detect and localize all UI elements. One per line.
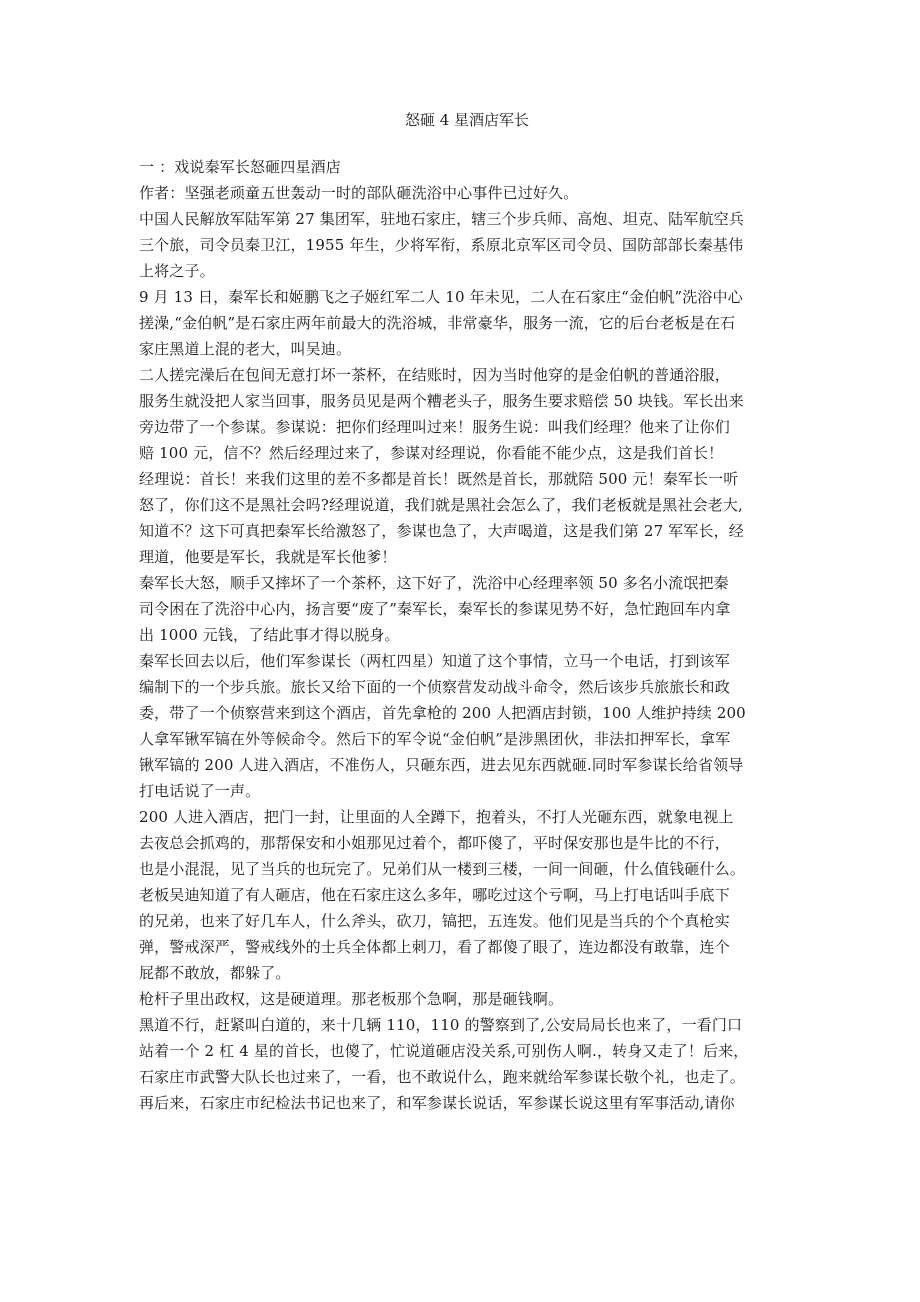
text-line: 经理说：首长！来我们这里的差不多都是首长！既然是首长，那就陪 500 元！秦军长一听 (139, 470, 739, 488)
text-line: 石家庄市武警大队长也过来了，一看，也不敢说什么，跑来就给军参谋长敬个礼，也走了。 (139, 1068, 746, 1086)
text-line: 秦军长回去以后，他们军参谋长（两杠四星）知道了这个事情，立马一个电话，打到该军 (139, 652, 730, 670)
document-page (139, 110, 787, 1116)
text-line: 打电话说了一声。 (139, 782, 261, 800)
text-line: 理道，他要是军长，我就是军长他爹！ (139, 548, 397, 566)
paragraph (139, 570, 787, 648)
text-line: 人拿军锹军镐在外等候命令。然后下的军令说“金伯帆”是涉黑团伙，非法扣押军长，拿军 (139, 730, 731, 748)
document-body (139, 154, 787, 1116)
paragraph (139, 466, 787, 570)
text-line: 编制下的一个步兵旅。旅长又给下面的一个侦察营发动战斗命令，然后该步兵旅旅长和政 (139, 678, 730, 696)
text-line: 中国人民解放军陆军第 27 集团军，驻地石家庄，辖三个步兵师、高炮、坦克、陆军航空兵 (139, 210, 744, 228)
paragraph (139, 1012, 787, 1116)
text-line: 出 1000 元钱，了结此事才得以脱身。 (139, 626, 400, 644)
text-line: 弹，警戒深严，警戒线外的士兵全体都上刺刀，看了都傻了眼了，连边都没有敢靠，连个 (139, 938, 730, 956)
paragraph (139, 206, 787, 284)
paragraph (139, 986, 787, 1012)
text-line: 司令困在了洗浴中心内，扬言要“废了”秦军长，秦军长的参谋见势不好，急忙跑回车内拿 (139, 600, 731, 618)
text-line: 搓澡,“金伯帆”是石家庄两年前最大的洗浴城，非常豪华，服务一流，它的后台老板是在石 (139, 314, 736, 332)
text-line: 去夜总会抓鸡的，那帮保安和小姐那见过着个，都吓傻了，平时保安那也是牛比的不行， (139, 834, 730, 852)
text-line: 屁都不敢放，都躲了。 (139, 964, 291, 982)
text-line: 服务生就没把人家当回事，服务员见是两个糟老头子，服务生要求赔偿 50 块钱。军长出来 (139, 392, 744, 410)
text-line: 枪杆子里出政权，这是硬道理。那老板那个急啊，那是砸钱啊。 (139, 990, 564, 1008)
paragraph (139, 648, 787, 804)
text-line: 的兄弟，也来了好几车人，什么斧头，砍刀，镐把，五连发。他们见是当兵的个个真枪实 (139, 912, 730, 930)
text-line: 知道不？这下可真把秦军长给激怒了，参谋也急了，大声喝道，这是我们第 27 军军长，经 (139, 522, 744, 540)
text-line: 委，带了一个侦察营来到这个酒店，首先拿枪的 200 人把酒店封锁，100 人维护持续 200 (139, 704, 746, 722)
paragraph (139, 180, 787, 206)
paragraph (139, 362, 787, 466)
text-line: 上将之子。 (139, 262, 215, 280)
paragraph (139, 804, 787, 882)
document-title: 怒砸 4 星酒店军长 (404, 111, 530, 129)
text-line: 怒了，你们这不是黑社会吗?经理说道，我们就是黑社会怎么了，我们老板就是黑社会老大, (139, 496, 743, 514)
text-line: 赔 100 元，信不？然后经理过来了，参谋对经理说，你看能不能少点，这是我们首长！ (139, 444, 724, 462)
paragraph (139, 882, 787, 986)
text-line: 二人搓完澡后在包间无意打坏一茶杯，在结账时，因为当时他穿的是金伯帆的普通浴服， (139, 366, 730, 384)
text-line: 老板吴迪知道了有人砸店，他在石家庄这么多年，哪吃过这个亏啊，马上打电话叫手底下 (139, 886, 730, 904)
text-line: 200 人进入酒店，把门一封，让里面的人全蹲下，抱着头，不打人光砸东西，就象电视上 (139, 808, 734, 826)
text-line: 作者：坚强老顽童五世轰动一时的部队砸洗浴中心事件已过好久。 (139, 184, 579, 202)
text-line: 锹军镐的 200 人进入酒店，不准伤人，只砸东西，进去见东西就砸.同时军参谋长给省领导 (139, 756, 744, 774)
text-line: 9 月 13 日，秦军长和姬鹏飞之子姬红军二人 10 年未见，二人在石家庄“金伯帆”洗浴中心 (139, 288, 743, 306)
paragraph (139, 284, 787, 362)
text-line: 站着一个 2 杠 4 星的首长，也傻了，忙说道砸店没关系,可别伤人啊.，转身又走了！后来， (139, 1042, 749, 1060)
text-line: 一 ：戏说秦军长怒砸四星酒店 (139, 158, 341, 176)
text-line: 家庄黑道上混的老大，叫吴迪。 (139, 340, 352, 358)
text-line: 黑道不行，赶紧叫白道的，来十几辆 110，110 的警察到了,公安局局长也来了，一看门口 (139, 1016, 743, 1034)
text-line: 也是小混混，见了当兵的也玩完了。兄弟们从一楼到三楼，一间一间砸，什么值钱砸什么。 (139, 860, 746, 878)
text-line: 三个旅，司令员秦卫江，1955 年生，少将军衔，系原北京军区司令员、国防部部长秦基伟 (139, 236, 744, 254)
text-line: 旁边带了一个参谋。参谋说：把你们经理叫过来！服务生说：叫我们经理？他来了让你们 (139, 418, 730, 436)
paragraph (139, 154, 787, 180)
text-line: 再后来，石家庄市纪检法书记也来了，和军参谋长说话，军参谋长说这里有军事活动,请你 (139, 1094, 735, 1112)
text-line: 秦军长大怒，顺手又摔坏了一个茶杯，这下好了，洗浴中心经理率领 50 多名小流氓把秦 (139, 574, 729, 592)
